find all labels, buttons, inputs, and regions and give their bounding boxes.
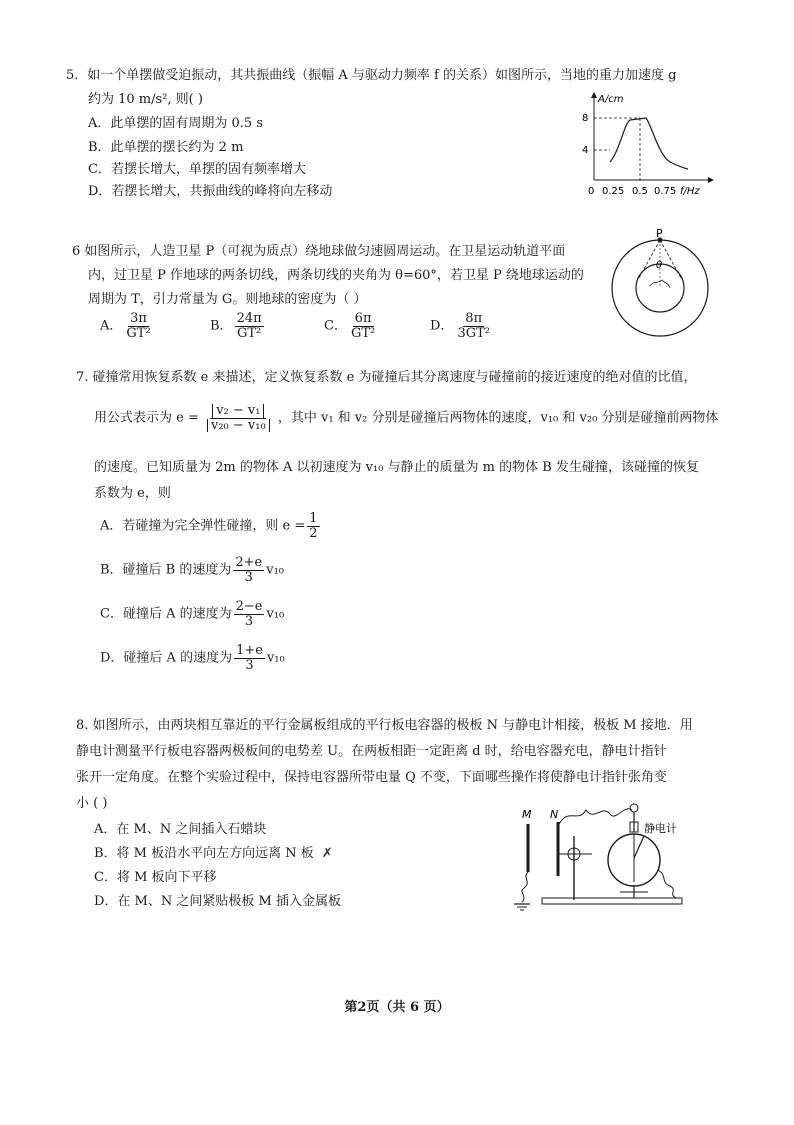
q6-option-d: D． $\frac{8\pi}{\text{3GT²}}$ — [430, 311, 490, 341]
q7-stem-line1: 7. 碰撞常用恢复系数 e 来描述，定义恢复系数 e 为碰撞后其分离速度与碰撞前的接近速度的绝对值的比值， — [76, 370, 697, 385]
electrometer-label: 静电计 — [644, 822, 677, 835]
q7-stem-line3: 的速度。已知质量为 2m 的物体 A 以初速度为 v₁₀ 与静止的质量为 m 的物体 B 发生碰撞，该碰撞的恢复 — [94, 460, 699, 475]
q8-option-d: D．在 M、N 之间紧贴极板 M 插入金属板 — [94, 894, 341, 909]
q6-option-c: C． $\frac{6\pi}{\text{GT²}}$ — [324, 311, 376, 341]
y-tick-8: 8 — [582, 113, 589, 124]
y-tick-4: 4 — [582, 145, 589, 156]
q5-option-b: B．此单摆的摆长约为 2 m — [88, 140, 244, 155]
x-tick-0.75: 0.75 — [654, 186, 677, 197]
q7-option-c: C．碰撞后 A 的速度为 $\frac{2-e}{3}$ v₁₀ — [100, 599, 285, 629]
q8-stem-line4: 小 ( ) — [76, 796, 108, 811]
q6-option-a: A． $\frac{3\pi}{\text{GT²}}$ — [100, 311, 151, 341]
q6-stem-line2: 内，过卫星 P 作地球的两条切线，两条切线的夹角为 θ=60°，若卫星 P 绕地球运动的 — [88, 268, 584, 283]
q5-option-a: A．此单摆的固有周期为 0.5 s — [88, 116, 263, 131]
q5-option-c: C．若摆长增大，单摆的固有频率增大 — [88, 162, 306, 177]
q8-stem-line2: 静电计测量平行板电容器两极板间的电势差 U。在两板相距一定距离 d 时，给电容器充电，静电计指针 — [76, 744, 667, 759]
plate-n-label: N — [550, 808, 559, 821]
q6-stem-line1: 6 如图所示，人造卫星 P（可视为质点）绕地球做匀速圆周运动。在卫星运动轨道平面 — [72, 244, 566, 259]
page-footer: 第2页（共 6 页） — [344, 1000, 450, 1015]
satellite-label: P — [656, 228, 663, 240]
q7-formula-line: 用公式表示为 e = $\frac{\text{v₂ − v₁}}{\text{v₂₀ − v₁₀}}$ ，其中 v₁ 和 v₂ 分别是碰撞后两物体的速度，v₁₀ 和 v₂₀ 分别是碰撞前两物体 — [94, 403, 719, 433]
q5-stem-line1: 5．如一个单摆做受迫振动，其共振曲线（振幅 A 与驱动力频率 f 的关系）如图所示，当地的重力加速度 g — [66, 68, 677, 83]
table-base — [542, 898, 682, 904]
handwritten-x-mark: ✗ — [321, 846, 333, 861]
x-tick-0.25: 0.25 — [602, 186, 625, 197]
q7-option-d: D．碰撞后 A 的速度为 $\frac{1+e}{3}$ v₁₀ — [100, 643, 285, 673]
resonance-curve — [610, 118, 688, 169]
x-tick-0.5: 0.5 — [632, 186, 648, 197]
q8-option-c: C．将 M 板向下平移 — [94, 870, 217, 885]
electrometer-needle — [634, 836, 644, 858]
q7-option-b: B．碰撞后 B 的速度为 $\frac{2+e}{3}$ v₁₀ — [100, 555, 285, 585]
q8-option-b: B．将 M 板沿水平向左方向远离 N 板 ✗ — [94, 846, 333, 861]
x-tick-0: 0 — [588, 186, 595, 197]
x-axis-label: f/Hz — [680, 186, 700, 197]
satellite-orbit-figure — [610, 228, 714, 342]
theta-label: θ — [656, 260, 663, 271]
capacitor-electrometer-figure — [508, 796, 708, 914]
q8-stem-line3: 张开一定角度。在整个实验过程中，保持电容器所带电量 Q 不变，下面哪些操作将使静电计指针张角变 — [76, 770, 667, 785]
plate-m-label: M — [522, 808, 532, 821]
q6-option-b: B． $\frac{24\pi}{\text{GT²}}$ — [210, 311, 262, 341]
y-axis-label: A/cm — [598, 94, 624, 105]
q8-stem-line1: 8. 如图所示，由两块相互靠近的平行金属板组成的平行板电容器的极板 N 与静电计相接，极板 M 接地．用 — [76, 718, 693, 733]
q5-option-d: D．若摆长增大，共振曲线的峰将向左移动 — [88, 184, 333, 199]
q7-stem-line4: 系数为 e，则 — [94, 486, 171, 501]
q8-option-a: A．在 M、N 之间插入石蜡块 — [94, 822, 267, 837]
restitution-formula: $\frac{\text{v₂ − v₁}}{\text{v₂₀ − v₁₀}}$ — [205, 404, 272, 432]
q7-option-a: A．若碰撞为完全弹性碰撞，则 e = $\frac{1}{2}$ — [100, 511, 318, 541]
q6-stem-line3: 周期为 T，引力常量为 G。则地球的密度为（ ） — [88, 292, 367, 307]
q5-stem-line2: 约为 10 m/s², 则( ) — [88, 92, 203, 107]
resonance-curve-figure — [580, 90, 720, 198]
